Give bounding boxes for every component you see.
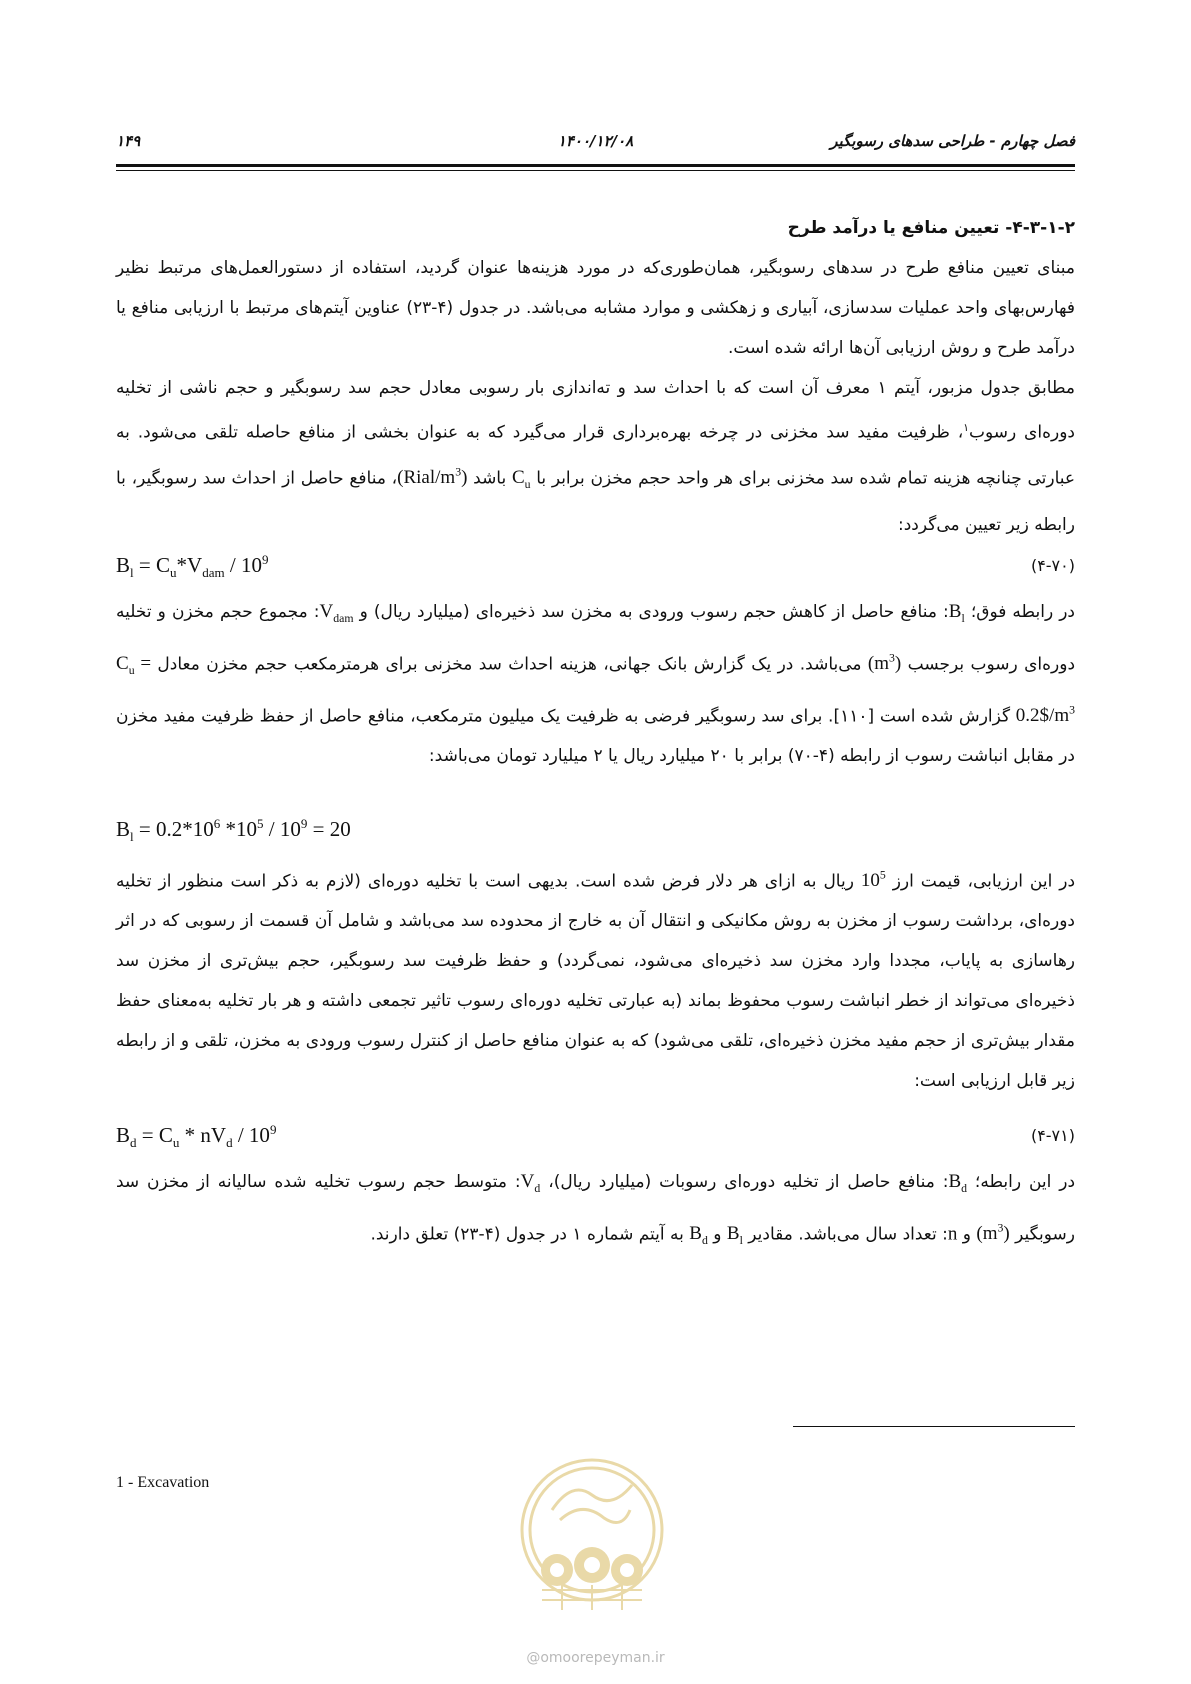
watermark-site: @omoorepeyman.ir: [526, 1650, 665, 1666]
equation-example: [116, 812, 1075, 852]
p5-text-b: : منافع حاصل از تخلیه دوره‌ای رسوبات (میلیارد ریال)،: [548, 1172, 949, 1192]
p5-text-c: : متوسط حجم رسوب تخلیه شده سالیانه از مخزن سد رسوبگیر: [116, 1172, 1075, 1245]
unit-m3-2: $(m^3)$: [976, 1221, 1010, 1245]
symbol-n: n: [947, 1223, 958, 1245]
footnote-text: 1 - Excavation: [116, 1474, 210, 1491]
p2-text-a: مطابق جدول مزبور، آیتم ۱ معرف آن است که با احداث سد و ته‌اندازی بار رسوبی معادل حجم سد رسوبگیر و حجم ناشی از تخلیه دوره‌ای رسوب: [116, 378, 1075, 443]
paragraph-5: [116, 1162, 1075, 1261]
p3-text-d: می‌باشد. در یک گزارش بانک جهانی، هزینه احداث سد مخزنی برای هرمترمکعب حجم مخزن معادل: [157, 654, 862, 675]
symbol-vd: $V_d$: [520, 1171, 541, 1195]
p3-text-b: : منافع حاصل از کاهش حجم رسوب ورودی به مخزن سد ذخیره‌ای (میلیارد ریال) و: [359, 602, 949, 622]
p2-text-c: باشد: [473, 467, 507, 488]
paragraph-3: [116, 592, 1075, 776]
equation-70-formula: $B_l = C_u*V_{dam} / 10^9$: [116, 552, 269, 581]
equation-example-formula: $B_l = 0.2*10^6$ $*10^5 / 10^9 = 20$: [116, 816, 351, 845]
paragraph-4: [116, 856, 1075, 1101]
footnote-rule: [793, 1426, 1075, 1427]
header-date: ۱۴۰۰/۱۲/۰۸: [557, 132, 634, 150]
header-rule-thin: [116, 170, 1075, 171]
header-rule-thick: [116, 164, 1075, 167]
p5-text-e: : تعداد سال می‌باشد. مقادیر: [748, 1224, 948, 1245]
cu-value: $C_u$ = $0.2\$/m^3$: [116, 653, 1075, 727]
equation-70-number: (۴-۷۰): [1030, 556, 1075, 575]
p5-text-a: در این رابطه؛: [974, 1172, 1076, 1192]
equation-71-formula: $B_d = C_u * nV_d / 10^9$: [116, 1122, 277, 1151]
symbol-vdam: $V_{dam}$: [319, 601, 354, 625]
symbol-bd-2: $B_d$: [689, 1223, 708, 1247]
chapter-title: فصل چهارم - طراحی سدهای رسوبگیر: [830, 132, 1075, 150]
p4-text-a: در این ارزیابی، قیمت ارز: [892, 871, 1076, 892]
p5-text-d: و: [962, 1224, 971, 1245]
equation-71: [116, 1118, 1075, 1158]
paragraph-2: [116, 368, 1075, 545]
equation-71-number: (۴-۷۱): [1030, 1126, 1075, 1145]
p3-text-a: در رابطه فوق؛: [970, 602, 1076, 622]
p3-text-e: گزارش شده است [۱۱۰]. برای سد رسوبگیر فرضی به ظرفیت یک میلیون مترمکعب، منافع حاصل از حفظ ظرفیت مفید مخزن در مقابل انباشت رسوب از رابطه (۴-۷۰) برابر با ۲۰ میلیارد ریال یا ۲ میلیارد تومان می‌باشد:: [116, 706, 1075, 767]
p4-text-b: ریال به ازای هر دلار فرض شده است. بدیهی است با تخلیه دوره‌ای (لازم به ذکر است منظور از تخلیه دوره‌ای، برداشت رسوب از مخزن به روش مکانیکی و انتقال آن به خارج از محدوده سد می‌باشد و شامل آن قسمت از رسوبی که در اثر رهاسازی به پایاب، مجددا وارد مخزن سد ذخیره‌ای می‌شود، نمی‌گردد) و حفظ ظرفیت سد رسوبگیر، حجم بیش‌تری از مخزن سد ذخیره‌ای می‌تواند از خطر انباشت رسوب محفوظ بماند (به عبارتی تخلیه دوره‌ای رسوب تاثیر تجمعی داشته و هر بار تخلیه به‌معنای حفظ مقدار بیش‌تری از حجم مفید مخزن ذخیره‌ای، تلقی می‌شود) که به عنوان منافع حاصل از کنترل رسوب ورودی به مخزن، تلقی و از رابطه زیر قابل ارزیابی است:: [116, 871, 1075, 1092]
symbol-cu: $C_u$: [511, 466, 531, 491]
unit-m3: $(m^3)$: [867, 651, 902, 675]
symbol-bl: $B_l$: [948, 601, 965, 625]
p2-text-b: ، ظرفیت مفید سد مخزنی در چرخه بهره‌برداری قرار می‌گیرد که به عنوان بخشی از منافع حاصله تلقی می‌شود. به عبارتی چنانچه هزینه تمام شده سد مخزنی برای هر واحد حجم مخزن برابر با: [116, 422, 1076, 488]
page-header: [116, 128, 1075, 158]
exchange-rate: $10^5$: [860, 869, 886, 892]
equation-70: [116, 548, 1075, 588]
watermark-seal-icon: [512, 1440, 672, 1640]
paragraph-1: مبنای تعیین منافع طرح در سدهای رسوبگیر، همان‌طوری‌که در مورد هزینه‌ها عنوان گردید، استفاده از دستورالعمل‌های مرتبط نظیر فهارس‌بهای واحد عملیات سدسازی، آبیاری و زهکشی و موارد مشابه می‌باشد. در جدول (۴-۲۳) عناوین آیتم‌های مرتبط با ارزیابی منافع یا درآمد طرح و روش ارزیابی آن‌ها ارائه شده است.: [116, 258, 1075, 358]
p3-text-c: : مجموع حجم مخزن و تخلیه دوره‌ای رسوب برجسب: [116, 602, 1076, 675]
page-number: ۱۴۹: [116, 132, 141, 150]
p2-text-d: ، منافع حاصل از احداث سد رسوبگیر، با رابطه زیر تعیین می‌گردد:: [116, 467, 1075, 535]
p5-text-g: به آیتم شماره ۱ در جدول (۴-۲۳) تعلق دارند.: [370, 1224, 684, 1245]
symbol-bd: $B_d$: [948, 1171, 968, 1195]
footnote-ref: ۱: [963, 422, 969, 434]
symbol-bl-2: $B_l$: [726, 1223, 743, 1247]
unit-rial-m3: $(Rial/m^3)$: [397, 465, 468, 488]
p5-text-f: و: [713, 1224, 722, 1245]
section-heading: ۴-۳-۱-۲- تعیین منافع یا درآمد طرح: [787, 218, 1075, 238]
